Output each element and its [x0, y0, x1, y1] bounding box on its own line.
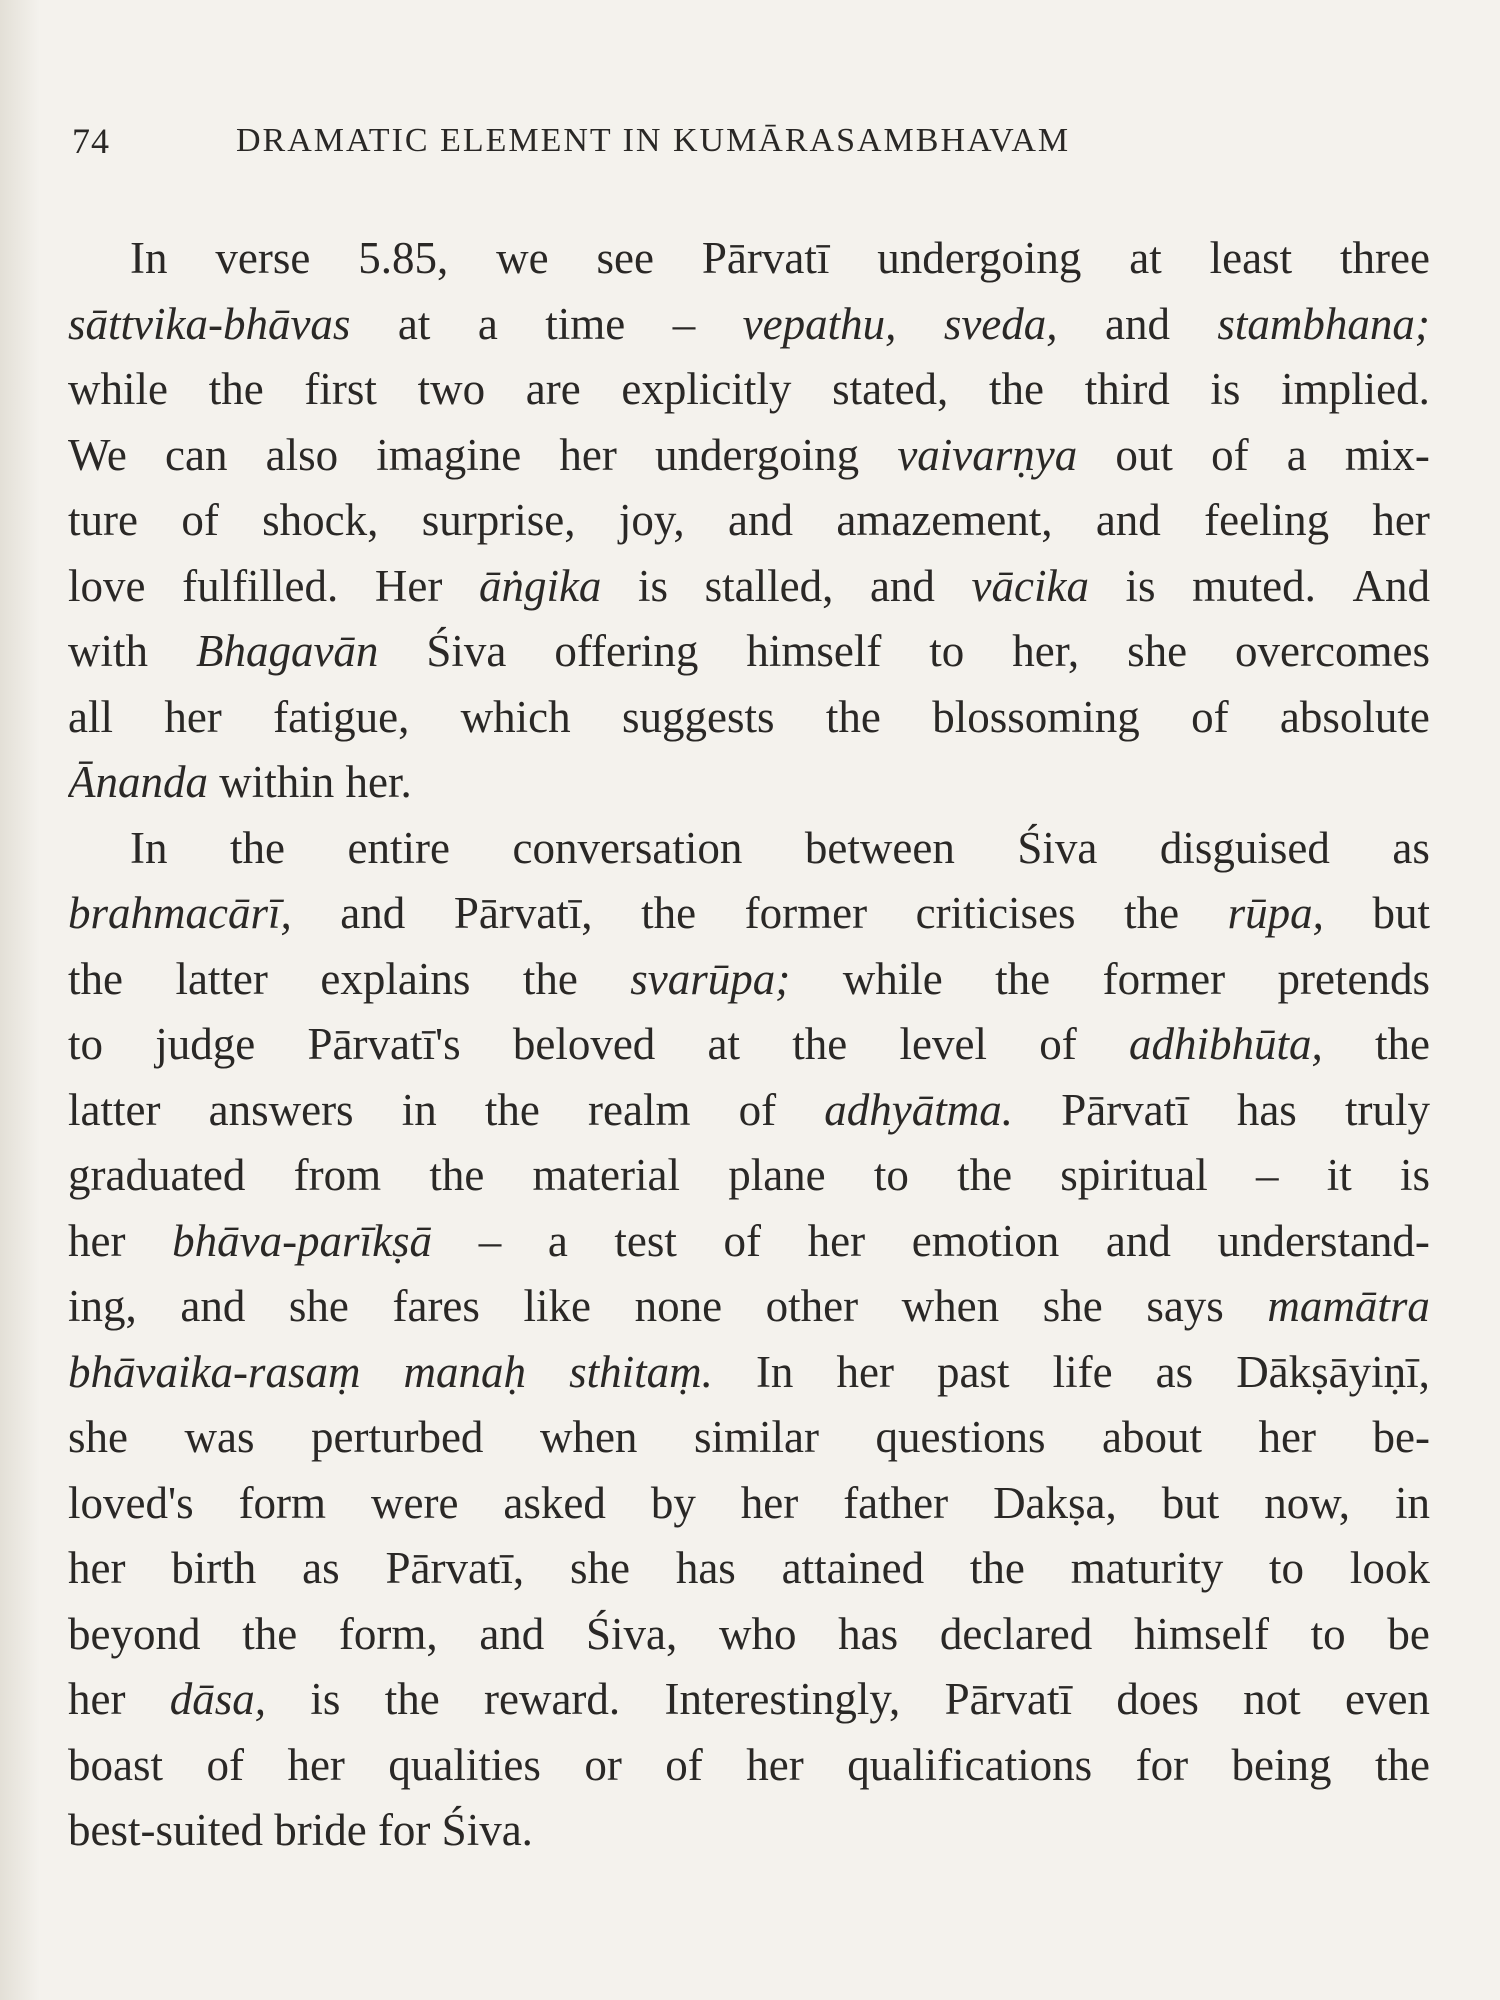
word: see	[596, 233, 654, 283]
word: time	[545, 298, 626, 349]
word: the	[969, 1543, 1025, 1593]
word: from	[293, 1150, 382, 1200]
word: about	[1101, 1412, 1202, 1462]
word: offering	[554, 626, 699, 676]
word: qualities	[388, 1739, 541, 1790]
word: can	[165, 429, 228, 480]
word: look	[1349, 1543, 1430, 1593]
word: which	[460, 691, 571, 742]
word: In	[130, 233, 168, 283]
word: imagine	[376, 429, 522, 480]
word: Pārvatī	[701, 233, 830, 283]
word: her	[287, 1739, 345, 1790]
text-line	[68, 1340, 1430, 1406]
word: the	[230, 822, 285, 873]
word: muted.	[1192, 560, 1316, 611]
word: while	[68, 364, 168, 414]
word: the	[641, 888, 697, 938]
word: fares	[392, 1281, 480, 1331]
text-line	[68, 1536, 1430, 1602]
word: at	[1129, 233, 1162, 283]
word: perturbed	[311, 1412, 484, 1462]
word: to	[1310, 1608, 1346, 1659]
word: to	[929, 626, 965, 676]
word: and	[1104, 298, 1170, 349]
word: Pārvatī	[1061, 1084, 1189, 1135]
text-line	[68, 1209, 1430, 1275]
word: Her	[374, 560, 443, 611]
text-line	[68, 554, 1430, 620]
word: in	[1394, 1477, 1430, 1528]
word: best-suited	[68, 1805, 263, 1855]
word: as	[1155, 1346, 1194, 1397]
italic-word: svarūpa;	[630, 953, 791, 1004]
word: verse	[215, 233, 311, 283]
italic-word: sveda,	[943, 298, 1058, 349]
text-line	[68, 1471, 1430, 1537]
page-header	[72, 120, 1432, 180]
word: Śiva	[426, 626, 507, 676]
word: first	[304, 364, 377, 414]
word: the	[1124, 888, 1180, 938]
word: be	[1387, 1608, 1430, 1659]
word: is	[638, 560, 669, 611]
word: mix-	[1344, 429, 1430, 480]
word: material	[532, 1150, 680, 1200]
word: is	[1210, 364, 1241, 414]
word: loved's	[68, 1477, 194, 1528]
word: her	[807, 1215, 866, 1266]
word: are	[525, 364, 581, 414]
word: her	[68, 1543, 126, 1593]
word: Dakṣa,	[993, 1477, 1117, 1528]
word: the	[1375, 1739, 1430, 1790]
word: a	[1286, 429, 1307, 480]
word: a	[547, 1215, 568, 1266]
word: a	[477, 298, 498, 349]
body-text	[68, 226, 1430, 1864]
word: she	[68, 1412, 128, 1462]
word: birth	[171, 1543, 257, 1593]
word: boast	[68, 1739, 163, 1790]
paragraph	[68, 816, 1430, 1864]
italic-word: Ānanda	[68, 757, 208, 807]
word: or	[584, 1739, 622, 1790]
word: when	[539, 1412, 638, 1462]
word: has	[675, 1543, 736, 1593]
word: to	[1269, 1543, 1305, 1593]
word: is	[1399, 1150, 1430, 1200]
word: says	[1146, 1281, 1224, 1331]
word: she	[570, 1543, 630, 1593]
italic-word: sthitaṃ.	[569, 1346, 713, 1397]
text-line	[68, 816, 1430, 882]
word: form,	[338, 1608, 438, 1659]
word: of	[1191, 691, 1229, 742]
word: Interestingly,	[664, 1674, 901, 1724]
word: understand-	[1217, 1215, 1430, 1266]
text-line	[68, 1274, 1430, 1340]
word: Dākṣāyiṇī,	[1236, 1346, 1430, 1397]
word: test	[614, 1215, 677, 1266]
word: emotion	[911, 1215, 1060, 1266]
word: and	[479, 1608, 545, 1659]
word: as	[1392, 822, 1430, 873]
word: and	[340, 888, 406, 938]
word: but	[1161, 1477, 1220, 1528]
word: and	[180, 1281, 246, 1331]
word: We	[68, 429, 127, 480]
word: of	[1039, 1019, 1077, 1069]
word: by	[650, 1477, 696, 1528]
word: fatigue,	[273, 691, 410, 742]
running-head: DRAMATIC ELEMENT IN KUMĀRASAMBHAVAM	[236, 122, 1071, 159]
word: she	[1127, 626, 1188, 676]
word: all	[68, 691, 113, 742]
word: her.	[345, 757, 412, 807]
word: it	[1326, 1150, 1352, 1200]
word: was	[184, 1412, 255, 1462]
word: not	[1243, 1674, 1301, 1724]
word: –	[1256, 1150, 1279, 1200]
word: her	[740, 1477, 799, 1528]
word: the	[995, 953, 1051, 1004]
text-line	[68, 1733, 1430, 1799]
page-number: 74	[72, 121, 110, 161]
word: of	[181, 495, 219, 545]
word: qualifications	[847, 1739, 1093, 1790]
italic-word: adhyātma.	[824, 1084, 1014, 1135]
word: the	[957, 1150, 1013, 1200]
word: reward.	[483, 1674, 621, 1724]
word: former	[744, 888, 868, 938]
word: Pārvatī,	[385, 1543, 525, 1593]
word: least	[1209, 233, 1293, 283]
word: the	[68, 953, 123, 1004]
word: Śiva,	[586, 1608, 678, 1659]
word: who	[718, 1608, 797, 1659]
word: undergoing	[655, 429, 860, 480]
word: feeling	[1204, 495, 1330, 545]
word: the	[484, 1084, 540, 1135]
word: while	[842, 953, 943, 1004]
word: Śiva	[1017, 822, 1098, 873]
page-gutter-shadow	[0, 0, 40, 2000]
word: maturity	[1070, 1543, 1224, 1593]
word: third	[1084, 364, 1170, 414]
word: the	[242, 1608, 298, 1659]
word: she	[1042, 1281, 1103, 1331]
word: himself	[746, 626, 882, 676]
word: her	[164, 691, 222, 742]
word: for	[1135, 1739, 1189, 1790]
word: has	[1236, 1084, 1297, 1135]
word: two	[417, 364, 486, 414]
word: explains	[320, 953, 471, 1004]
word: pretends	[1277, 953, 1430, 1004]
word: judge	[155, 1019, 256, 1069]
word: similar	[693, 1412, 819, 1462]
text-line	[68, 750, 1430, 816]
word: the	[384, 1674, 440, 1724]
word: three	[1340, 233, 1430, 283]
word: blossoming	[932, 691, 1140, 742]
word: within	[219, 757, 335, 807]
word: In	[130, 822, 168, 873]
word: –	[672, 298, 696, 349]
italic-word: mamātra	[1267, 1281, 1430, 1331]
word: beyond	[68, 1608, 201, 1659]
word: and	[869, 560, 935, 611]
paragraph	[68, 226, 1430, 816]
italic-word: manaḥ	[403, 1346, 527, 1397]
italic-word: bhāvaika-rasaṃ	[68, 1346, 361, 1397]
word: fulfilled.	[182, 560, 339, 611]
text-line	[68, 1602, 1430, 1668]
word: of	[1211, 429, 1249, 480]
word: bride	[274, 1805, 367, 1855]
word: her	[1372, 495, 1430, 545]
word: her	[1258, 1412, 1316, 1462]
word: father	[843, 1477, 949, 1528]
word: declared	[939, 1608, 1093, 1659]
italic-word: vepathu,	[742, 298, 897, 349]
text-line	[68, 1405, 1430, 1471]
word: latter	[68, 1084, 161, 1135]
italic-word: brahmacārī,	[68, 888, 292, 938]
text-line	[68, 292, 1430, 358]
word: questions	[875, 1412, 1046, 1462]
word: the	[1374, 1019, 1430, 1069]
text-line	[68, 619, 1430, 685]
word: truly	[1344, 1084, 1430, 1135]
word: out	[1115, 429, 1173, 480]
word: be-	[1372, 1412, 1430, 1462]
word: spiritual	[1060, 1150, 1208, 1200]
word: the	[792, 1019, 848, 1069]
word: the	[208, 364, 264, 414]
italic-word: stambhana;	[1217, 298, 1430, 349]
word: and	[728, 495, 793, 545]
word: explicitly	[621, 364, 792, 414]
word: And	[1352, 560, 1430, 611]
word: other	[765, 1281, 859, 1331]
word: surprise,	[421, 495, 576, 545]
word: asked	[503, 1477, 606, 1528]
word: of	[665, 1739, 703, 1790]
italic-word: āṅgika	[478, 560, 602, 611]
word: the	[522, 953, 578, 1004]
word: Pārvatī	[944, 1674, 1073, 1724]
word: being	[1231, 1739, 1332, 1790]
word: Pārvatī's	[307, 1019, 461, 1069]
word: does	[1116, 1674, 1199, 1724]
word: also	[265, 429, 339, 480]
text-line	[68, 947, 1430, 1013]
word: now,	[1264, 1477, 1351, 1528]
word: in	[401, 1084, 437, 1135]
word: even	[1344, 1674, 1430, 1724]
word: entire	[347, 822, 450, 873]
word: life	[1052, 1346, 1113, 1397]
word: –	[478, 1215, 502, 1266]
word: her	[68, 1215, 126, 1266]
italic-word: vaivarṇya	[897, 429, 1078, 480]
italic-word: adhibhūta,	[1128, 1019, 1323, 1069]
word: absolute	[1279, 691, 1430, 742]
italic-word: bhāva-parīkṣā	[172, 1215, 433, 1266]
word: Śiva.	[441, 1805, 533, 1855]
text-line	[68, 1012, 1430, 1078]
italic-word: rūpa,	[1227, 888, 1324, 938]
word: overcomes	[1235, 626, 1430, 676]
word: suggests	[622, 691, 775, 742]
word: of	[738, 1084, 777, 1135]
word: the	[989, 364, 1044, 414]
text-line	[68, 488, 1430, 554]
word: between	[804, 822, 955, 873]
text-line	[68, 1667, 1430, 1733]
word: her	[68, 1674, 126, 1724]
word: conversation	[512, 822, 743, 873]
text-line	[68, 357, 1430, 423]
word: ing,	[68, 1281, 137, 1331]
word: ture	[68, 495, 138, 545]
word: beloved	[512, 1019, 656, 1069]
text-line	[68, 685, 1430, 751]
italic-word: Bhagavān	[195, 626, 379, 676]
word: as	[302, 1543, 340, 1593]
word: graduated	[68, 1150, 246, 1200]
word: for	[377, 1805, 431, 1855]
word: realm	[588, 1084, 691, 1135]
word: is	[310, 1674, 341, 1724]
word: shock,	[262, 495, 379, 545]
word: joy,	[618, 495, 685, 545]
word: at	[397, 298, 431, 349]
word: himself	[1133, 1608, 1269, 1659]
word: stalled,	[704, 560, 834, 611]
word: has	[838, 1608, 899, 1659]
word: stated,	[832, 364, 949, 414]
text-line	[68, 1078, 1430, 1144]
word: her	[836, 1346, 894, 1397]
word: 5.85,	[358, 233, 449, 283]
text-line	[68, 881, 1430, 947]
text-line	[68, 1798, 1430, 1864]
word: past	[937, 1346, 1010, 1397]
word: former	[1102, 953, 1226, 1004]
word: In	[755, 1346, 794, 1397]
word: to	[68, 1019, 104, 1069]
word: her,	[1012, 626, 1080, 676]
word: her	[746, 1739, 804, 1790]
word: form	[238, 1477, 327, 1528]
word: we	[496, 233, 549, 283]
italic-word: vācika	[971, 560, 1089, 611]
word: Pārvatī,	[453, 888, 593, 938]
word: disguised	[1159, 822, 1330, 873]
word: love	[68, 560, 146, 611]
word: answers	[208, 1084, 354, 1135]
word: and	[1095, 495, 1161, 545]
word: amazement,	[836, 495, 1053, 545]
word: at	[707, 1019, 741, 1069]
word: latter	[175, 953, 268, 1004]
text-line	[68, 423, 1430, 489]
word: none	[634, 1281, 723, 1331]
word: when	[901, 1281, 1000, 1331]
word: but	[1372, 888, 1430, 938]
word: criticises	[915, 888, 1076, 938]
word: the	[429, 1150, 485, 1200]
word: implied.	[1281, 364, 1430, 414]
word: were	[371, 1477, 459, 1528]
italic-word: dāsa,	[169, 1674, 267, 1724]
word: she	[288, 1281, 349, 1331]
word: like	[523, 1281, 591, 1331]
word: attained	[781, 1543, 925, 1593]
word: the	[825, 691, 881, 742]
word: level	[899, 1019, 987, 1069]
word: to	[873, 1150, 909, 1200]
word: with	[68, 626, 149, 676]
word: undergoing	[877, 233, 1082, 283]
word: her	[559, 429, 617, 480]
word: and	[1105, 1215, 1171, 1266]
text-line	[68, 1143, 1430, 1209]
text-line	[68, 226, 1430, 292]
word: of	[206, 1739, 244, 1790]
word: is	[1125, 560, 1156, 611]
italic-word: sāttvika-bhāvas	[68, 298, 351, 349]
word: of	[723, 1215, 762, 1266]
word: plane	[728, 1150, 826, 1200]
